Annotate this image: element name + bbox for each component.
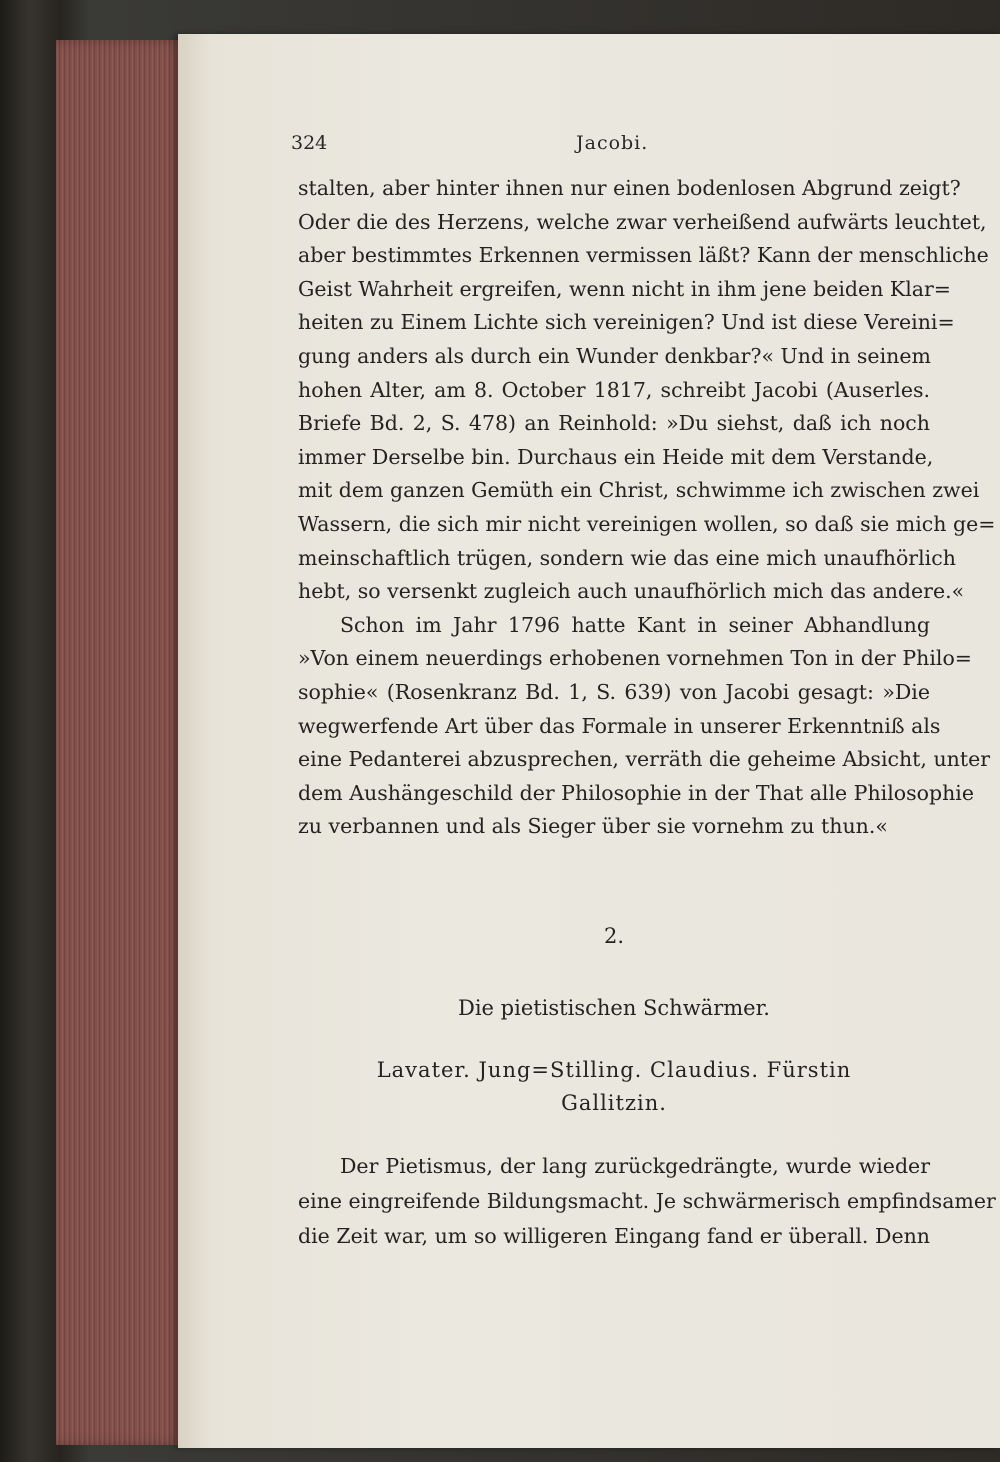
text-line: eine eingreifende Bildungsmacht. Je schwärmerisch empfindsamer [298, 1189, 996, 1213]
text-line: stalten, aber hinter ihnen nur einen bodenlosen Abgrund zeigt? [298, 176, 961, 200]
page-number: 324 [291, 132, 328, 154]
text-line: dem Aushängeschild der Philosophie in der That alle Philosophie [298, 780, 974, 805]
text-line: immer Derselbe bin. Durchaus ein Heide mit dem Verstande, [298, 444, 934, 469]
text-line: zu verbannen und als Sieger über sie vornehm zu thun.« [298, 814, 888, 839]
text-line: mit dem ganzen Gemüth ein Christ, schwimme ich zwischen zwei [298, 478, 980, 503]
page-edges [56, 40, 186, 1445]
text-line: Der Pietismus, der lang zurückgedrängte, wurde wieder [340, 1154, 930, 1178]
section-subtitle [298, 1054, 930, 1120]
text-line: wegwerfende Art über das Formale in unserer Erkenntniß als [298, 713, 941, 738]
book-page [178, 34, 1000, 1448]
section-body-text [298, 1149, 996, 1254]
page-header [291, 132, 931, 160]
section-number: 2. [603, 924, 625, 948]
text-line: Briefe Bd. 2, S. 478) an Reinhold: »Du siehst, daß ich noch [298, 411, 930, 436]
text-line: Wassern, die sich mir nicht vereinigen wollen, so daß sie mich ge= [298, 511, 996, 536]
text-line: die Zeit war, um so willigeren Eingang fand er überall. Denn [298, 1224, 930, 1248]
text-line: aber bestimmtes Erkennen vermissen läßt? Kann der menschliche [298, 243, 989, 268]
subtitle-line: Lavater. Jung=Stilling. Claudius. Fürstin [376, 1058, 852, 1082]
subtitle-line: Gallitzin. [561, 1091, 667, 1115]
section-title: Die pietistischen Schwärmer. [458, 996, 770, 1020]
text-line: meinschaftlich trügen, sondern wie das eine mich unaufhörlich [298, 545, 956, 570]
text-line: hohen Alter, am 8. October 1817, schreibt Jacobi (Auserles. [298, 377, 930, 402]
body-text [298, 172, 996, 844]
text-line: Schon im Jahr 1796 hatte Kant in seiner Abhandlung [340, 612, 930, 637]
running-title: Jacobi. [576, 132, 649, 154]
text-line: sophie« (Rosenkranz Bd. 1, S. 639) von Jacobi gesagt: »Die [298, 679, 930, 704]
text-line: hebt, so versenkt zugleich auch unaufhörlich mich das andere.« [298, 579, 965, 604]
text-line: Oder die des Herzens, welche zwar verheißend aufwärts leuchtet, [298, 209, 987, 234]
text-line: »Von einem neuerdings erhobenen vornehmen Ton in der Philo= [298, 646, 972, 671]
text-line: gung anders als durch ein Wunder denkbar?« Und in seinem [298, 343, 931, 368]
text-line: heiten zu Einem Lichte sich vereinigen? Und ist diese Vereini= [298, 310, 955, 335]
text-line: Geist Wahrheit ergreifen, wenn nicht in ihm jene beiden Klar= [298, 276, 951, 301]
text-line: eine Pedanterei abzusprechen, verräth die geheime Absicht, unter [298, 747, 991, 772]
